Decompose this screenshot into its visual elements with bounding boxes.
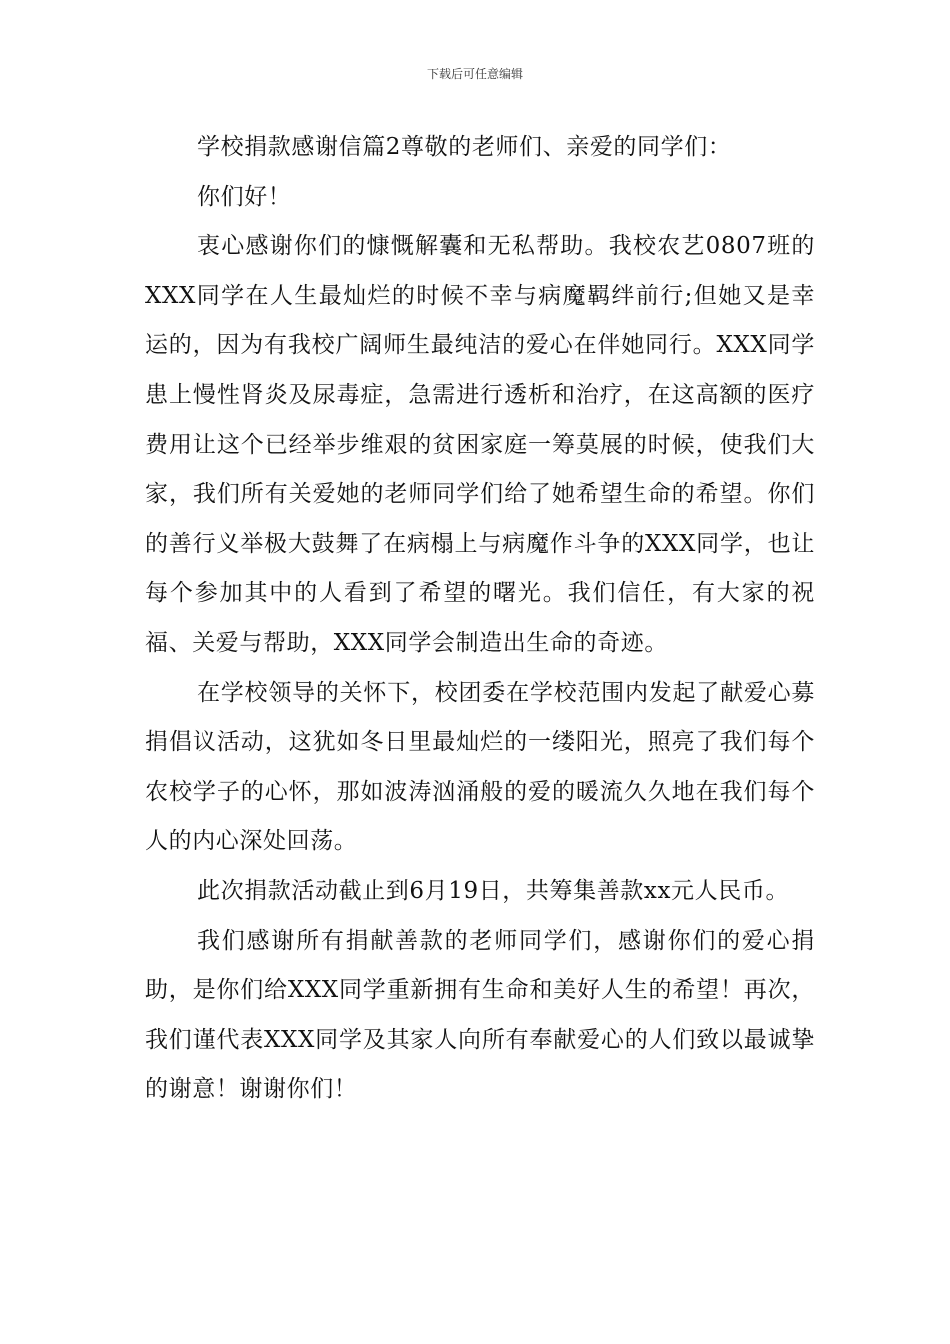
- paragraph-campaign: 在学校领导的关怀下，校团委在学校范围内发起了献爱心募捐倡议活动，这犹如冬日里最灿烂的一缕阳光，照亮了我们每个农校学子的心怀，那如波涛汹涌般的爱的暖流久久地在我们每个人的内心深处回荡。: [145, 679, 815, 855]
- paragraph-closing-thanks: 我们感谢所有捐献善款的老师同学们，感谢你们的爱心捐助，是你们给XXX同学重新拥有生命和美好人生的希望！再次，我们谨代表XXX同学及其家人向所有奉献爱心的人们致以最诚挚的谢意！谢谢你们！: [145, 927, 815, 1103]
- paragraph-title-greeting: 学校捐款感谢信篇2尊敬的老师们、亲爱的同学们：: [197, 134, 732, 160]
- paragraph-gratitude: 衷心感谢你们的慷慨解囊和无私帮助。我校农艺0807班的XXX同学在人生最灿烂的时候不幸与病魔羁绊前行;但她又是幸运的，因为有我校广阔师生最纯洁的爱心在伴她同行。XXX同学患上慢性肾炎及尿毒症，急需进行透析和治疗，在这高额的医疗费用让这个已经举步维艰的贫困家庭一筹莫展的时候，使我们大家，我们所有关爱她的老师同学们给了她希望生命的希望。你们的善行义举极大鼓舞了在病榻上与病魔作斗争的XXX同学，也让每个参加其中的人看到了希望的曙光。我们信任，有大家的祝福、关爱与帮助，XXX同学会制造出生命的奇迹。: [145, 233, 815, 656]
- paragraph-donation-total: 此次捐款活动截止到6月19日，共筹集善款xx元人民币。: [197, 877, 790, 904]
- paragraph-salutation: 你们好！: [197, 183, 292, 210]
- letter-body: [145, 123, 815, 1115]
- header-note: 下载后可任意编辑: [426, 67, 523, 81]
